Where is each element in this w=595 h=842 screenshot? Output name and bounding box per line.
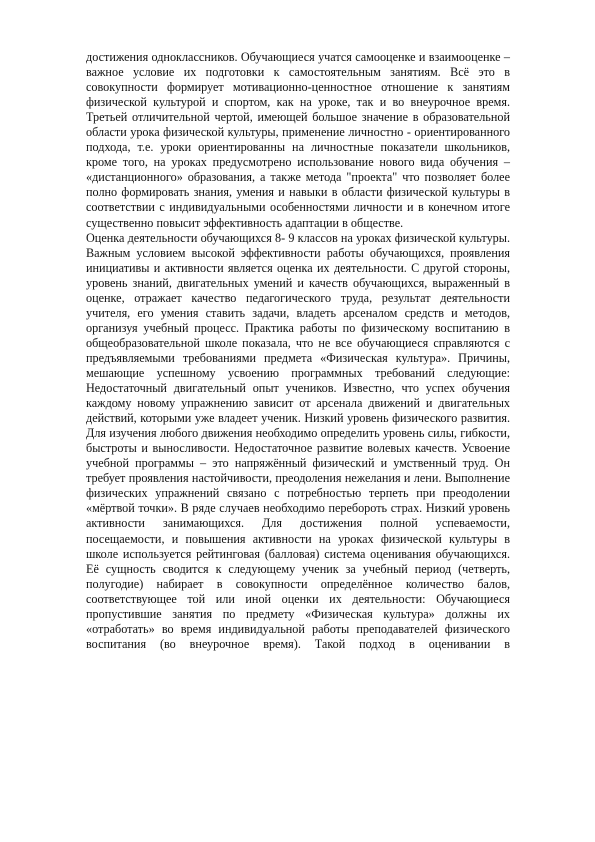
body-text (86, 50, 510, 652)
paragraph-2: Оценка деятельности обучающихся 8- 9 классов на уроках физической культуры. Важным условием высокой эффективности работы обучающихся, проявления инициативы и активности является оценка их деятельности. С другой стороны, уровень знаний, двигательных умений и качеств обучающихся, выраженный в оценке, отражает качество педагогического труда, результат деятельности учителя, его умения ставить задачи, владеть арсеналом средств и методов, организуя учебный процесс. Практика работы по физическому воспитанию в общеобразовательной школе показала, что не все обучающиеся справляются с предъявляемыми требованиями предмета «Физическая культура». Причины, мешающие успешному усвоению программных требований следующие: Недостаточный двигательный опыт учеников. Известно, что успех обучения каждому новому упражнению зависит от арсенала движений и двигательных действий, которыми уже владеет ученик. Низкий уровень физического развития. Для изучения любого движения необходимо определить уровень силы, гибкости, быстроты и выносливости. Недостаточное развитие волевых качеств. Усвоение учебной программы – это напряжённый физический и умственный труд. Он требует проявления настойчивости, преодоления нежелания и лени. Выполнение физических упражнений связано с потребностью терпеть при преодолении «мёртвой точки». В ряде случаев необходимо перебороть страх. Низкий уровень активности занимающихся. Для достижения полной успеваемости, посещаемости, и повышения активности на уроках физической культуры в школе используется рейтинговая (балловая) система оценивания обучающихся. Её сущность сводится к следующему ученик за учебный период (четверть, полугодие) набирает в совокупности определённое количество балов, соответствующее той или иной оценки их деятельности: Обучающиеся пропустившие занятия по предмету «Физическая культура» должны их «отработать» во время индивидуальной работы преподавателей физического воспитания (во внеурочное время). Такой подход в оценивании в (86, 230, 510, 651)
paragraph-1: достижения одноклассников. Обучающиеся учатся самооценке и взаимооценке – важное условие их подготовки к самостоятельным занятиям. Всё это в совокупности формирует мотивационно-ценностное отношение к занятиям физической культурой и спортом, как на уроке, так и во внеурочное время. Третьей отличительной чертой, имеющей большое значение в образовательной области урока физической культуры, применение личностно - ориентированного подхода, т.е. уроки ориентированны на личностные показатели школьников, кроме того, на уроках предусмотрено использование нового вида обучения – «дистанционного» образования, а также метода "проекта" что позволяет более полно формировать знания, умения и навыки в области физической культуры в соответствии с индивидуальными особенностями личности и в конечном итоге существенно повысит эффективность адаптации в обществе. (86, 50, 510, 230)
